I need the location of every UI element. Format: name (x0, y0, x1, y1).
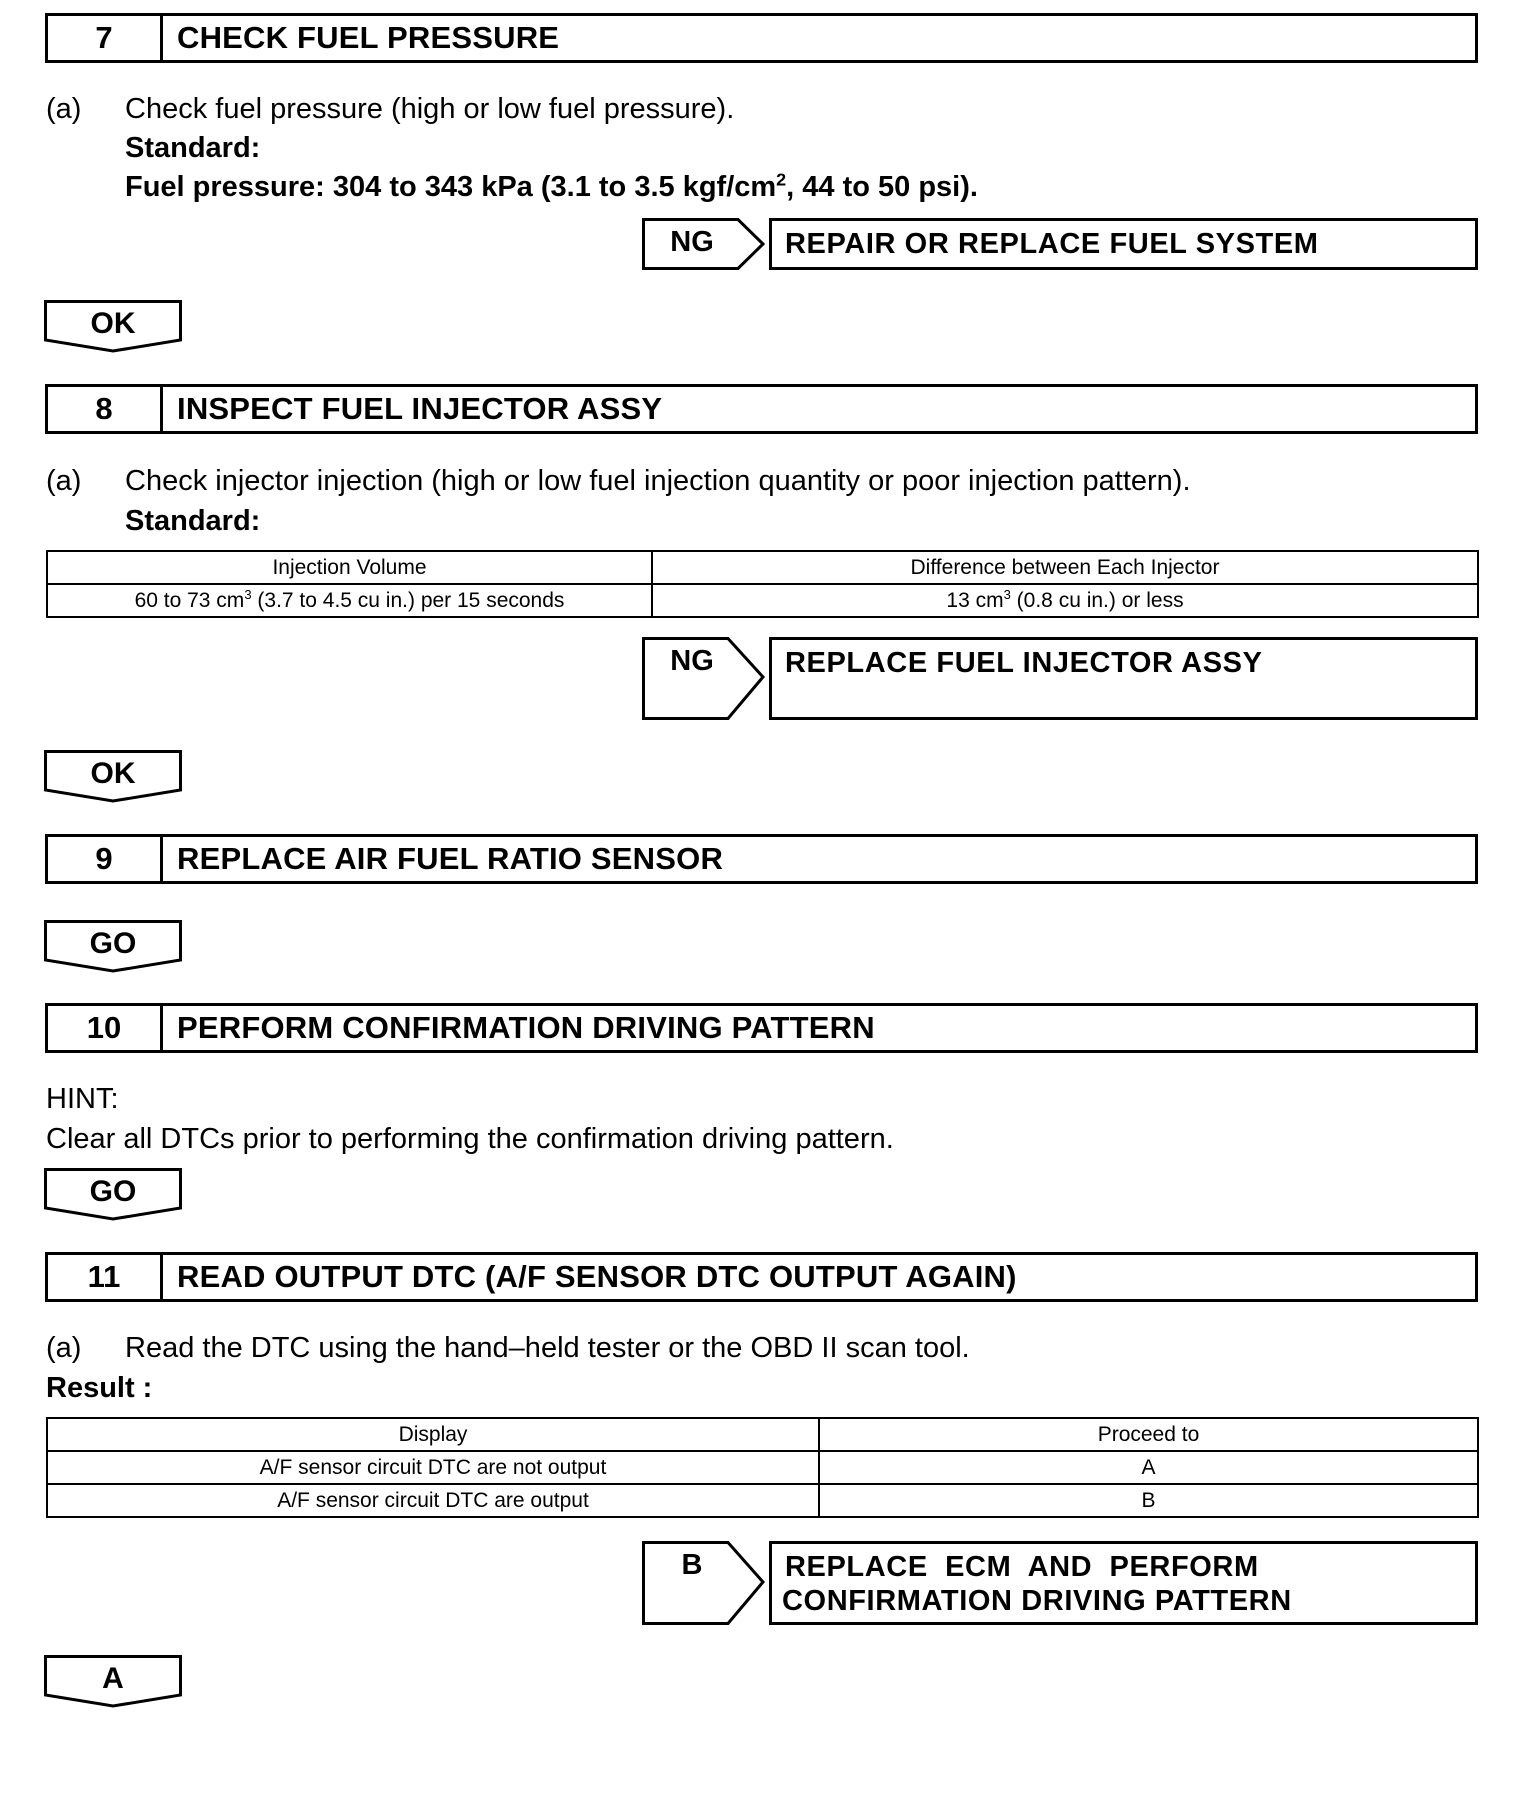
table-header-row (47, 551, 1478, 584)
step-title: PERFORM CONFIRMATION DRIVING PATTERN (177, 1010, 875, 1045)
go-flow-tab (44, 920, 182, 974)
ok-label: OK (90, 307, 136, 340)
instruction-text: Check fuel pressure (high or low fuel pressure). (125, 93, 735, 125)
go-flow-tab (44, 1168, 182, 1222)
fuel-pressure-spec: Fuel pressure: 304 to 343 kPa (3.1 to 3.5 kgf/$cm^2$, 44 to 50 psi). (125, 169, 978, 203)
standard-label: Standard: (125, 132, 261, 164)
item-letter: (a) (46, 1332, 82, 1364)
table-header-cell: Display (47, 1418, 819, 1451)
table-cell: B (819, 1484, 1478, 1517)
step-number: 10 (48, 1006, 163, 1050)
hint-text: Clear all DTCs prior to performing the confirmation driving pattern. (46, 1123, 894, 1155)
ng-arrow-box (642, 218, 766, 270)
step-number: 8 (48, 387, 163, 431)
table-row (47, 1451, 1478, 1484)
b-action-box (769, 1541, 1478, 1625)
ng-label: NG (670, 645, 714, 677)
item-letter: (a) (46, 465, 82, 497)
b-action-line: CONFIRMATION DRIVING PATTERN (782, 1585, 1292, 1617)
step-8-header (45, 384, 1478, 434)
standard-label: Standard: (125, 505, 261, 537)
table-cell: A (819, 1451, 1478, 1484)
step-title: REPLACE AIR FUEL RATIO SENSOR (177, 841, 724, 876)
step-title: INSPECT FUEL INJECTOR ASSY (177, 391, 663, 426)
step-10-header (45, 1003, 1478, 1053)
table-cell: A/F sensor circuit DTC are not output (47, 1451, 819, 1484)
b-action-line: REPLACE ECM AND PERFORM (785, 1551, 1259, 1583)
ok-flow-tab (44, 750, 182, 804)
item-letter: (a) (46, 93, 82, 125)
table-row (47, 1484, 1478, 1517)
step-number: 7 (48, 16, 163, 60)
step-7-header (45, 13, 1478, 63)
ng-arrow-box (642, 637, 766, 720)
result-label: Result : (46, 1372, 153, 1404)
b-arrow-box (642, 1541, 766, 1625)
ng-label: NG (670, 226, 714, 258)
injection-spec-table (46, 550, 1479, 618)
go-label: GO (89, 927, 137, 960)
step-title: CHECK FUEL PRESSURE (177, 20, 560, 55)
ng-action-box: REPAIR OR REPLACE FUEL SYSTEM (769, 218, 1478, 270)
b-label: B (681, 1549, 703, 1581)
table-cell: A/F sensor circuit DTC are output (47, 1484, 819, 1517)
hint-label: HINT: (46, 1083, 119, 1115)
a-flow-tab (44, 1655, 182, 1709)
step-9-header (45, 834, 1478, 884)
ok-label: OK (90, 757, 136, 790)
table-header-cell: Injection Volume (47, 551, 652, 584)
table-header-cell: Difference between Each Injector (652, 551, 1478, 584)
table-header-cell: Proceed to (819, 1418, 1478, 1451)
step-number: 11 (48, 1255, 163, 1299)
a-label: A (102, 1662, 124, 1695)
step-number: 9 (48, 837, 163, 881)
instruction-text: Check injector injection (high or low fuel injection quantity or poor injection pattern). (125, 465, 1191, 497)
step-11-header (45, 1252, 1478, 1302)
ok-flow-tab (44, 300, 182, 354)
step-title: READ OUTPUT DTC (A/F SENSOR DTC OUTPUT AGAIN) (177, 1259, 1017, 1294)
instruction-text: Read the DTC using the hand–held tester or the OBD II scan tool. (125, 1332, 970, 1364)
table-row (47, 584, 1478, 617)
ng-action-box: REPLACE FUEL INJECTOR ASSY (769, 637, 1478, 720)
table-cell: 60 to 73 $cm^3$ (3.7 to 4.5 cu in.) per 15 seconds (47, 584, 652, 617)
go-label: GO (89, 1175, 137, 1208)
result-table (46, 1417, 1479, 1518)
table-cell: 13 $cm^3$ (0.8 cu in.) or less (652, 584, 1478, 617)
table-header-row (47, 1418, 1478, 1451)
